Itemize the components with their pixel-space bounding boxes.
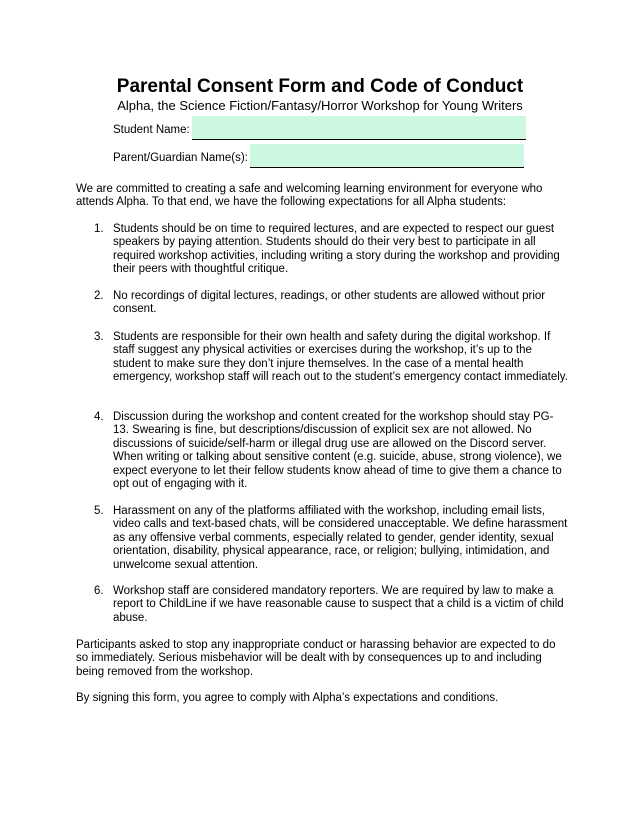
parent-name-input[interactable] <box>250 144 524 168</box>
page-title: Parental Consent Form and Code of Conduct <box>116 76 524 97</box>
page-subtitle: Alpha, the Science Fiction/Fantasy/Horror Workshop for Young Writers <box>117 98 523 113</box>
parent-name-label: Parent/Guardian Name(s): <box>113 152 248 164</box>
rule-text: Discussion during the workshop and content created for the workshop should stay PG-13. Swearing is fine, but descriptions/discussion of explicit sex are not allowed. No discussions of suicide/self-harm or illegal drug use are allowed on the Discord server. When writing or talking about sensitive content (e.g. suicide, abuse, strong violence), we expect everyone to let their fellow students know ahead of time to give them a chance to opt out of engaging with it. <box>113 411 562 491</box>
rule-number: 1. <box>94 223 104 235</box>
student-name-label: Student Name: <box>113 124 190 136</box>
intro-paragraph: We are committed to creating a safe and welcoming learning environment for everyone who attends Alpha. To that end, we have the following expectations for all Alpha students: <box>76 183 543 209</box>
rule-text: Students are responsible for their own health and safety during the digital workshop. If staff suggest any physical activities or exercises during the workshop, it’s up to the student to make sure they don’t injure themselves. In the case of a mental health emergency, workshop staff will reach out to the student’s emergency contact immediately. <box>113 331 568 384</box>
student-name-input[interactable] <box>192 116 526 140</box>
rule-text: Students should be on time to required lectures, and are expected to respect our guest speakers by paying attention. Students should do their very best to participate in all required workshop activities, including writing a story during the workshop and providing their peers with thoughtful critique. <box>113 223 560 276</box>
rule-number: 4. <box>94 411 104 423</box>
agreement-paragraph: By signing this form, you agree to comply with Alpha’s expectations and conditions. <box>76 692 499 704</box>
rule-number: 2. <box>94 290 104 302</box>
rule-number: 5. <box>94 505 104 517</box>
closing-paragraph: Participants asked to stop any inappropriate conduct or harassing behavior are expected to do so immediately. Serious misbehavior will be dealt with by consequences up to and including being removed from the workshop. <box>76 639 556 678</box>
rule-text: Workshop staff are considered mandatory reporters. We are required by law to make a report to ChildLine if we have reasonable cause to suspect that a child is a victim of child abuse. <box>113 585 564 624</box>
rule-text: Harassment on any of the platforms affiliated with the workshop, including email lists, video calls and text-based chats, will be considered unacceptable. We define harassment as any offensive verbal comments, especially related to gender, gender identity, sexual orientation, disability, physical appearance, race, or religion; bullying, intimidation, and unwelcome sexual attention. <box>113 505 568 571</box>
student-name-row <box>113 114 526 140</box>
rule-text: No recordings of digital lectures, readings, or other students are allowed without prior consent. <box>113 290 546 316</box>
rule-number: 3. <box>94 331 104 343</box>
parent-name-row <box>113 142 524 168</box>
rule-number: 6. <box>94 585 104 597</box>
